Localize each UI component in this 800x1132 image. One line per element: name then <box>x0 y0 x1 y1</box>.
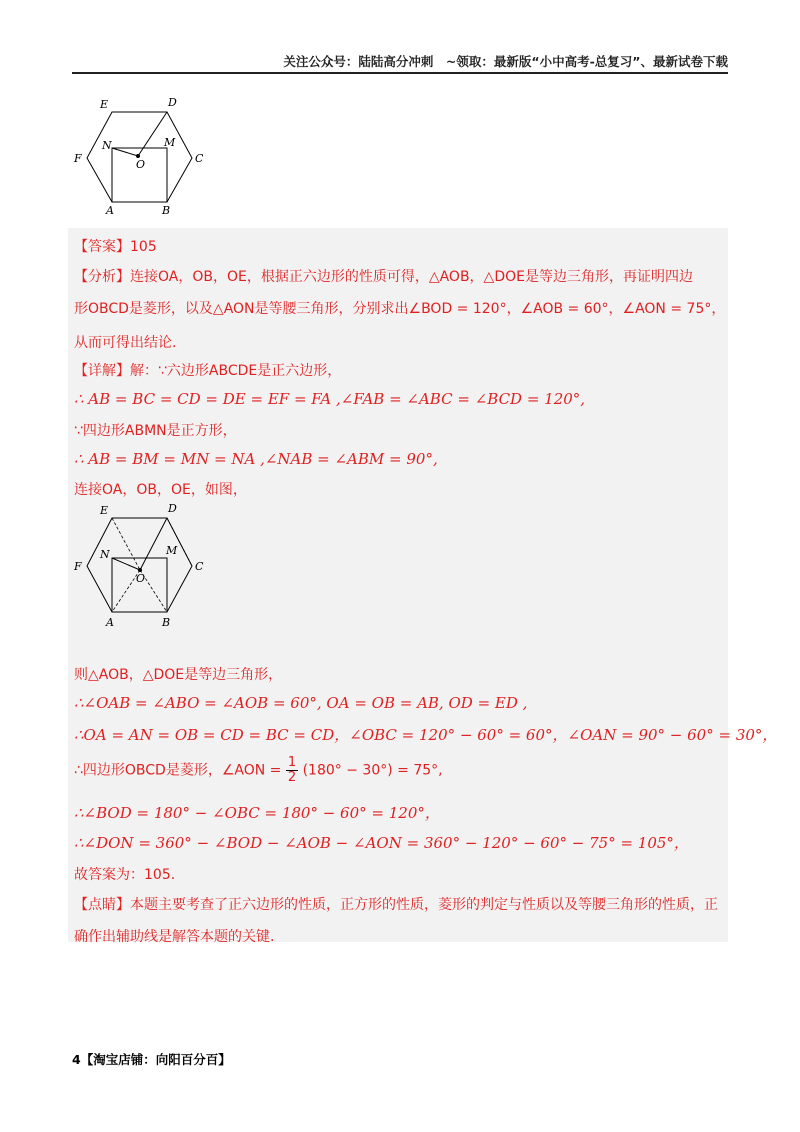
comment-text-1: 本题主要考查了正六边形的性质，正方形的性质，菱形的判定与性质以及等腰三角形的性质，正 <box>130 897 718 913</box>
page-header: 关注公众号：陆陆高分冲刺 ~领取：最新版“小中高考-总复习”、最新试卷下载 <box>283 54 728 69</box>
label-B-2: B <box>162 616 171 629</box>
comment-line-2: 确作出辅助线是解答本题的关键. <box>74 929 275 945</box>
fraction-numerator: 1 <box>287 755 297 770</box>
label-E: E <box>100 98 109 111</box>
label-A-2: A <box>106 616 114 629</box>
label-M: M <box>164 136 176 149</box>
hexagon-figure-1 <box>70 90 220 220</box>
detail-line-5: 连接OA，OB，OE，如图， <box>74 482 247 498</box>
detail-line-11: ∴∠DON = 360° − ∠BOD − ∠AOB − ∠AON = 360° − 120° − 60° − 75° = 105°， <box>74 834 689 852</box>
header-rule <box>72 72 728 74</box>
analysis-line-1 <box>74 266 693 286</box>
comment-line-1 <box>74 894 718 914</box>
label-C-2: C <box>195 560 204 573</box>
fraction-denominator: 2 <box>287 770 297 785</box>
detail-line-9 <box>74 756 443 785</box>
detail-line-8: ∴OA = AN = OB = CD = BC = CD，∠OBC = 120° − 60° = 60°，∠OAN = 90° − 60° = 30°， <box>74 726 778 744</box>
label-A: A <box>106 204 114 217</box>
detail-line-4: ∴ AB = BM = MN = NA ,∠NAB = ∠ABM = 90°, <box>74 450 438 468</box>
detail-text-9-post: (180° − 30°) = 75°, <box>302 762 443 779</box>
label-N: N <box>102 139 112 152</box>
analysis-text-1: 连接OA，OB，OE，根据正六边形的性质可得，△AOB，△DOE是等边三角形，再证明四边 <box>130 269 693 285</box>
label-B: B <box>162 204 171 217</box>
analysis-label: 【分析】 <box>74 269 130 285</box>
label-M-2: M <box>166 544 178 557</box>
detail-line-1 <box>74 360 341 380</box>
label-O-2: O <box>136 572 146 585</box>
comment-label: 【点睛】 <box>74 897 130 913</box>
answer-line <box>74 236 157 256</box>
label-F-2: F <box>74 560 82 573</box>
detail-text-1: 解：∵六边形ABCDE是正六边形， <box>130 363 342 379</box>
label-N-2: N <box>100 548 110 561</box>
answer-label: 【答案】 <box>74 239 130 255</box>
detail-line-2: ∴ AB = BC = CD = DE = EF = FA ,∠FAB = ∠ABC = ∠BCD = 120°, <box>74 390 586 408</box>
detail-text-9-pre: ∴四边形OBCD是菱形，∠AON = <box>74 762 282 779</box>
page-footer: 4【淘宝店铺：向阳百分百】 <box>72 1052 231 1067</box>
hexagon-figure-2 <box>70 502 220 632</box>
detail-label: 【详解】 <box>74 363 130 379</box>
label-D-2: D <box>168 502 177 515</box>
analysis-line-2: 形OBCD是菱形，以及△AON是等腰三角形，分别求出∠BOD = 120°，∠AOB = 60°，∠AON = 75°， <box>74 301 726 317</box>
detail-line-7: ∴∠OAB = ∠ABO = ∠AOB = 60°, OA = OB = AB, OD = ED , <box>74 694 528 712</box>
fraction-half <box>286 756 298 785</box>
label-F: F <box>74 152 82 165</box>
answer-value: 105 <box>130 239 157 255</box>
label-O: O <box>136 158 146 171</box>
label-D: D <box>168 96 177 109</box>
analysis-line-3: 从而可得出结论. <box>74 335 177 351</box>
label-E-2: E <box>100 504 109 517</box>
detail-line-6: 则△AOB，△DOE是等边三角形， <box>74 667 283 683</box>
detail-line-12: 故答案为：105. <box>74 867 176 883</box>
detail-line-10: ∴∠BOD = 180° − ∠OBC = 180° − 60° = 120°， <box>74 804 440 822</box>
detail-line-3: ∵四边形ABMN是正方形， <box>74 423 237 439</box>
label-C: C <box>195 152 204 165</box>
